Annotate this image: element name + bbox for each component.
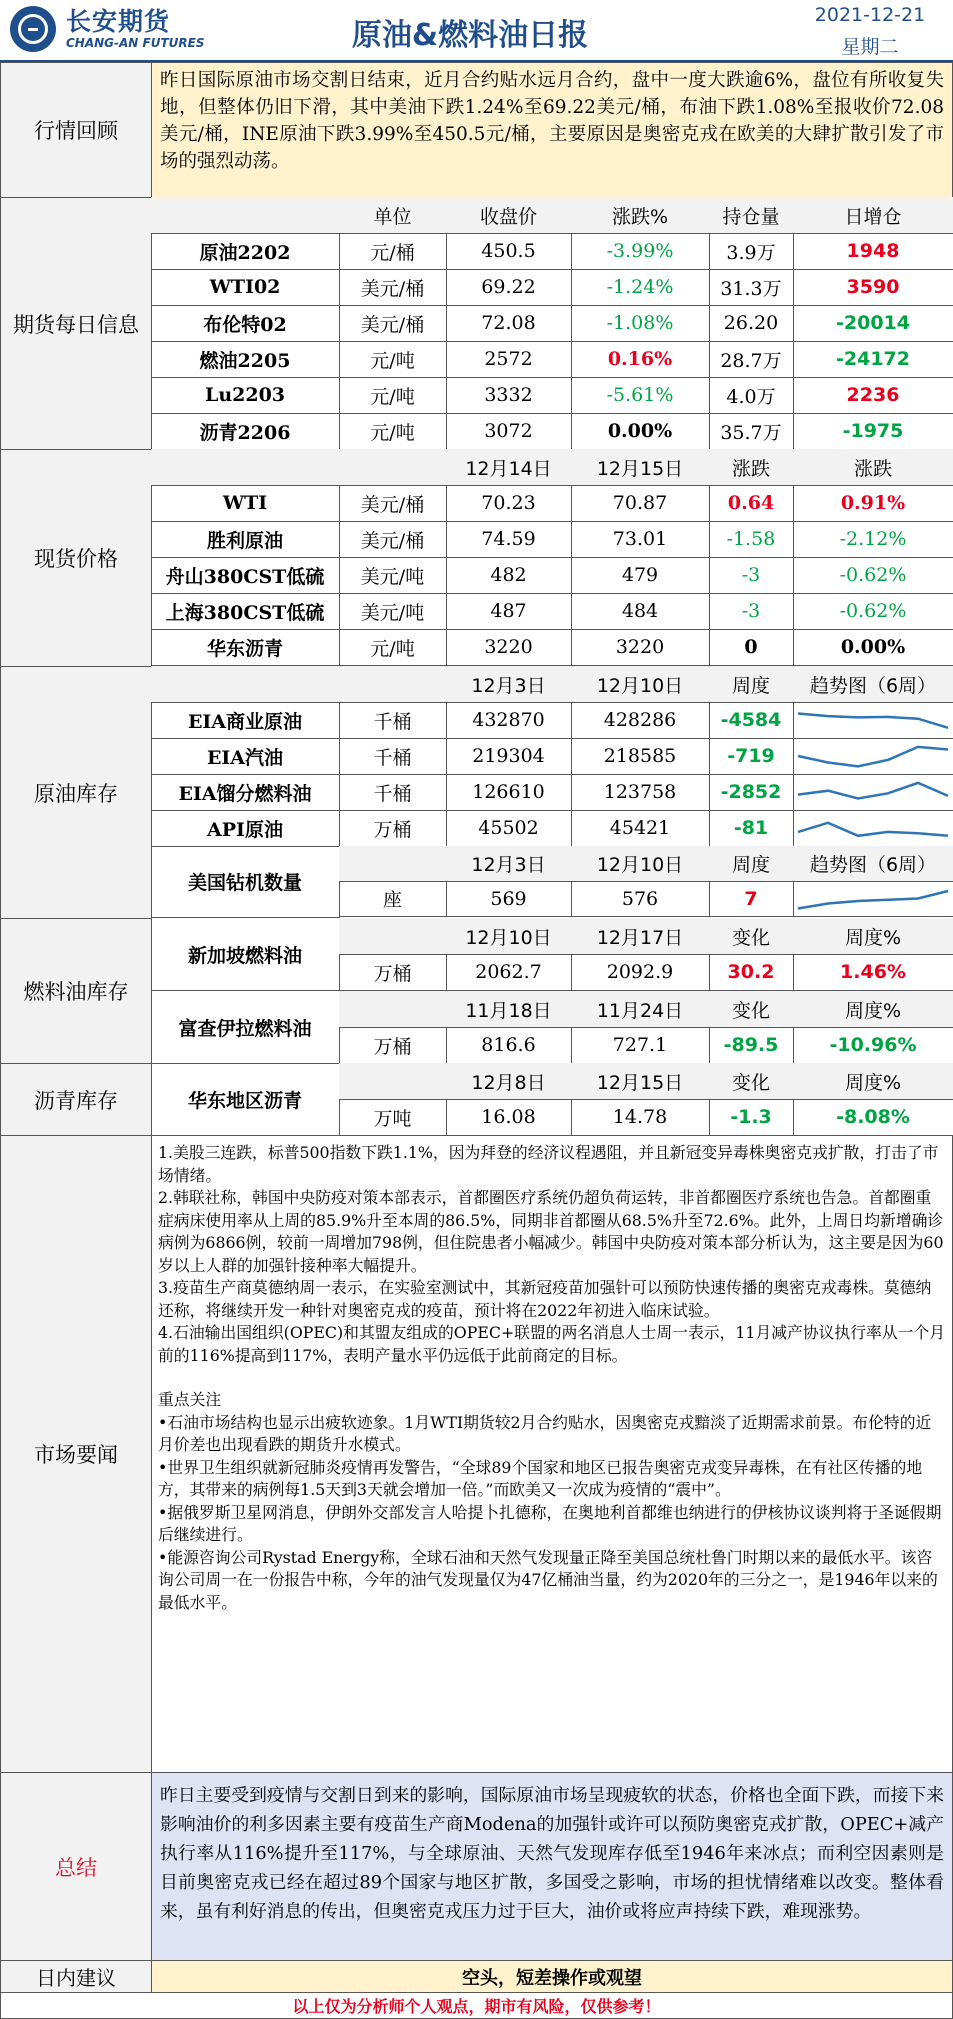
- disclaimer: 以上仅为分析师个人观点，期市有风险，仅供参考！: [0, 1992, 953, 2019]
- crude-row-name: API原油: [151, 810, 340, 847]
- spot-header-blank-unit: [339, 449, 447, 486]
- spot-header-blank: [151, 449, 340, 486]
- crude-row-name: EIA馏分燃料油: [151, 774, 340, 811]
- crude-header-0: 12月3日: [446, 666, 572, 703]
- spot-row-pct: -2.12%: [793, 521, 953, 558]
- crude-row-weekly: -81: [709, 810, 794, 847]
- crude-trend-sparkline: [794, 739, 952, 773]
- spot-row-name: 舟山380CST低硫: [151, 557, 340, 594]
- spot-header-0: 12月14日: [446, 449, 572, 486]
- asphalt-pct: -8.08%: [793, 1099, 953, 1136]
- crude-row-d1: 45502: [446, 810, 572, 847]
- futures-row-name: WTI02: [151, 269, 340, 306]
- futures-row-unit: 元/桶: [339, 233, 447, 270]
- crude-trend-sparkline-line: [798, 714, 948, 728]
- spot-header-1: 12月15日: [571, 449, 710, 486]
- market-review-text: 昨日国际原油市场交割日结束，近月合约贴水远月合约，盘中一度大跌逾6%，盘位有所收复失地，但整体仍旧下滑，其中美油下跌1.24%至69.22美元/桶，布油下跌1.08%至报收价72.08美元/桶，INE原油下跌3.99%至450.5元/桶，主要原因是奥密克戎在欧美的大肆扩散引发了市场的强烈动荡。: [151, 62, 953, 198]
- futures-row-daily: -20014: [793, 305, 953, 342]
- crude-row-d2: 123758: [571, 774, 710, 811]
- spot-row-unit: 美元/桶: [339, 521, 447, 558]
- crude-row-unit: 万桶: [339, 810, 447, 847]
- futures-header-0: 单位: [339, 197, 447, 234]
- section-label-market-review: 行情回顾: [0, 62, 152, 198]
- crude-row-d1: 219304: [446, 738, 572, 775]
- crude-header-blank-unit: [339, 666, 447, 703]
- focus-item: •世界卫生组织就新冠肺炎疫情再发警告，“全球89个国家和地区已报告奥密克戎变异毒株，在有社区传播的地方，其带来的病例每1.5天到3天就会增加一倍。”而欧美又一次成为疫情的“震中”。: [158, 1457, 923, 1499]
- fuel-fujairah-name: 富查伊拉燃料油: [151, 991, 340, 1064]
- futures-row-unit: 元/吨: [339, 341, 447, 378]
- crude-row-name: EIA汽油: [151, 738, 340, 775]
- fuel-singapore-header-2: 变化: [709, 918, 794, 955]
- fuel-fujairah-d2: 727.1: [571, 1027, 710, 1064]
- rig-header-1: 12月10日: [571, 846, 710, 882]
- rig-header-2: 周度: [709, 846, 794, 882]
- crude-row-unit: 千桶: [339, 702, 447, 739]
- asphalt-unit: 万吨: [339, 1099, 447, 1136]
- news-content: [151, 1135, 953, 1773]
- futures-row-close: 450.5: [446, 233, 572, 270]
- futures-row-change: -1.08%: [571, 305, 710, 342]
- fuel-singapore-header-0: 12月10日: [446, 918, 572, 955]
- rig-d2: 576: [571, 881, 710, 917]
- futures-row-oi: 28.7万: [709, 341, 794, 378]
- spot-header-2: 涨跌: [709, 449, 794, 486]
- futures-row-name: 燃油2205: [151, 341, 340, 378]
- crude-trend-sparkline-line: [798, 823, 948, 836]
- section-label-news: 市场要闻: [0, 1135, 152, 1773]
- fuel-singapore-unit: 万桶: [339, 954, 447, 991]
- futures-row-change: -5.61%: [571, 377, 710, 414]
- fuel-singapore-change: 30.2: [709, 954, 794, 991]
- futures-row-oi: 3.9万: [709, 233, 794, 270]
- fuel-fujairah-header-2: 变化: [709, 991, 794, 1028]
- asphalt-header-1: 12月15日: [571, 1063, 710, 1100]
- summary-text: 昨日主要受到疫情与交割日到来的影响，国际原油市场呈现疲软的状态，价格也全面下跌，而接下来影响油价的利多因素主要有疫苗生产商Modena的加强针或许可以预防奥密克戎扩散，OPEC+减产执行率从116%提升至117%，与全球原油、天然气发现库存低至1946年来冰点；而利空因素则是目前奥密克戎已经在超过89个国家与地区扩散，多国受之影响，市场的担忧情绪难以改变。整体看来，虽有利好消息的传出，但奥密克戎压力过于巨大，油价或将应声持续下跌，难现涨势。: [151, 1772, 953, 1961]
- crude-header-blank: [151, 666, 340, 703]
- crude-row-d1: 432870: [446, 702, 572, 739]
- futures-row-name: 原油2202: [151, 233, 340, 270]
- report-weekday: 星期二: [841, 36, 899, 58]
- rig-trend-sparkline: [794, 882, 952, 915]
- spot-row-name: 华东沥青: [151, 629, 340, 666]
- crude-row-name: EIA商业原油: [151, 702, 340, 739]
- focus-item: •石油市场结构也显示出疲软迹象。1月WTI期货较2月合约贴水，因奥密克戎黯淡了近期需求前景。布伦特的近月价差也出现看跌的期货升水模式。: [158, 1412, 932, 1454]
- futures-row-daily: 3590: [793, 269, 953, 306]
- crude-trend-sparkline: [794, 703, 952, 737]
- futures-row-oi: 4.0万: [709, 377, 794, 414]
- asphalt-name: 华东地区沥青: [151, 1063, 340, 1136]
- section-label-asphalt-inventory: 沥青库存: [0, 1063, 152, 1136]
- futures-row-unit: 美元/桶: [339, 305, 447, 342]
- crude-row-d1: 126610: [446, 774, 572, 811]
- focus-title: 重点关注: [158, 1390, 222, 1409]
- section-label-spot: 现货价格: [0, 449, 152, 667]
- spot-row-pct: 0.91%: [793, 485, 953, 522]
- rig-header-0: 12月3日: [446, 846, 572, 882]
- spot-row-chg: -3: [709, 557, 794, 594]
- news-item: 2.韩联社称，韩国中央防疫对策本部表示，首都圈医疗系统仍超负荷运转，非首都圈医疗系统也告急。首都圈重症病床使用率从上周的85.9%升至本周的86.5%，同期非首都圈从68.5%升至72.6%。此外，上周日均新增确诊病例为6866例，较前一周增加798例，但住院患者小幅减少。韩国中央防疫对策本部分析认为，这主要是因为60岁以上人群的加强针接种率大幅提升。: [158, 1188, 944, 1275]
- company-name-cn: 长安期货: [66, 7, 171, 36]
- spot-row-d1: 70.23: [446, 485, 572, 522]
- asphalt-d2: 14.78: [571, 1099, 710, 1136]
- fuel-singapore-header-1: 12月17日: [571, 918, 710, 955]
- fuel-singapore-header-3: 周度%: [793, 918, 953, 955]
- crude-row-weekly: -719: [709, 738, 794, 775]
- spot-row-chg: 0.64: [709, 485, 794, 522]
- spot-row-d2: 70.87: [571, 485, 710, 522]
- rig-weekly: 7: [709, 881, 794, 917]
- spot-row-d2: 484: [571, 593, 710, 630]
- spot-row-d1: 482: [446, 557, 572, 594]
- crude-trend-sparkline: [794, 775, 952, 809]
- futures-row-daily: -24172: [793, 341, 953, 378]
- spot-row-chg: 0: [709, 629, 794, 666]
- spot-row-d1: 487: [446, 593, 572, 630]
- spot-row-pct: -0.62%: [793, 557, 953, 594]
- futures-header-blank: [151, 197, 340, 234]
- report-header: [0, 0, 953, 62]
- spot-row-d1: 3220: [446, 629, 572, 666]
- fuel-fujairah-pct: -10.96%: [793, 1027, 953, 1064]
- crude-trend-sparkline-line: [798, 783, 948, 799]
- futures-header-2: 涨跌%: [571, 197, 710, 234]
- crude-trend-sparkline-line: [798, 747, 948, 767]
- fuel-singapore-d1: 2062.7: [446, 954, 572, 991]
- futures-row-unit: 元/吨: [339, 413, 447, 450]
- futures-row-change: 0.16%: [571, 341, 710, 378]
- futures-row-close: 72.08: [446, 305, 572, 342]
- futures-row-daily: -1975: [793, 413, 953, 450]
- crude-row-unit: 千桶: [339, 738, 447, 775]
- futures-row-name: 沥青2206: [151, 413, 340, 450]
- futures-header-1: 收盘价: [446, 197, 572, 234]
- fuel-fujairah-header-0: 11月18日: [446, 991, 572, 1028]
- crude-row-unit: 千桶: [339, 774, 447, 811]
- crude-row-d2: 218585: [571, 738, 710, 775]
- crude-trend-sparkline: [794, 811, 952, 845]
- spot-row-d1: 74.59: [446, 521, 572, 558]
- futures-row-unit: 元/吨: [339, 377, 447, 414]
- news-item: 3.疫苗生产商莫德纳周一表示，在实验室测试中，其新冠疫苗加强针可以预防快速传播的奥密克戎毒株。莫德纳还称，将继续开发一种针对奥密克戎的疫苗，预计将在2022年初进入临床试验。: [158, 1278, 932, 1320]
- news-item: 4.石油输出国组织(OPEC)和其盟友组成的OPEC+联盟的两名消息人士周一表示，11月减产协议执行率从一个月前的116%提高到117%，表明产量水平仍远低于此前商定的目标。: [158, 1323, 946, 1365]
- futures-row-daily: 2236: [793, 377, 953, 414]
- futures-row-close: 3332: [446, 377, 572, 414]
- rig-trend-sparkline-line: [798, 891, 948, 909]
- futures-header-3: 持仓量: [709, 197, 794, 234]
- spot-row-unit: 美元/吨: [339, 557, 447, 594]
- futures-header-4: 日增仓: [793, 197, 953, 234]
- rig-d1: 569: [446, 881, 572, 917]
- spot-row-unit: 美元/吨: [339, 593, 447, 630]
- futures-row-close: 3072: [446, 413, 572, 450]
- fuel-singapore-d2: 2092.9: [571, 954, 710, 991]
- spot-row-d2: 3220: [571, 629, 710, 666]
- fuel-singapore-pct: 1.46%: [793, 954, 953, 991]
- crude-row-weekly: -2852: [709, 774, 794, 811]
- fuel-fujairah-header-3: 周度%: [793, 991, 953, 1028]
- crude-header-1: 12月10日: [571, 666, 710, 703]
- spot-row-name: 上海380CST低硫: [151, 593, 340, 630]
- fuel-singapore-name: 新加坡燃料油: [151, 918, 340, 991]
- report-date: 2021-12-21: [814, 4, 926, 26]
- rig-count-name: 美国钻机数量: [151, 846, 340, 918]
- rig-header-blank: [339, 846, 447, 882]
- section-label-crude-inventory: 原油库存: [0, 666, 152, 919]
- crude-header-3: 趋势图（6周）: [793, 666, 953, 703]
- crude-row-d2: 45421: [571, 810, 710, 847]
- fuel-singapore-header-blank: [339, 918, 447, 955]
- futures-row-unit: 美元/桶: [339, 269, 447, 306]
- futures-row-close: 69.22: [446, 269, 572, 306]
- asphalt-change: -1.3: [709, 1099, 794, 1136]
- futures-row-name: Lu2203: [151, 377, 340, 414]
- section-label-summary: 总结: [0, 1772, 152, 1961]
- news-item: 1.美股三连跌，标普500指数下跌1.1%，因为拜登的经济议程遇阻，并且新冠变异毒株奥密克戎扩散，打击了市场情绪。: [158, 1143, 939, 1185]
- chang-an-logo-icon: [10, 6, 56, 52]
- focus-item: •能源咨询公司Rystad Energy称，全球石油和天然气发现量正降至美国总统杜鲁门时期以来的最低水平。该咨询公司周一在一份报告中称，今年的油气发现量仅为47亿桶油当量，约为2020年的三分之一，是1946年以来的最低水平。: [158, 1547, 938, 1612]
- futures-row-daily: 1948: [793, 233, 953, 270]
- futures-row-close: 2572: [446, 341, 572, 378]
- fuel-fujairah-d1: 816.6: [446, 1027, 572, 1064]
- asphalt-header-0: 12月8日: [446, 1063, 572, 1100]
- focus-item: •据俄罗斯卫星网消息，伊朗外交部发言人哈提卜扎德称，在奥地利首都维也纳进行的伊核协议谈判将于圣诞假期后继续进行。: [158, 1502, 942, 1544]
- asphalt-header-blank: [339, 1063, 447, 1100]
- spot-row-pct: -0.62%: [793, 593, 953, 630]
- section-label-futures: 期货每日信息: [0, 197, 152, 450]
- fuel-fujairah-header-1: 11月24日: [571, 991, 710, 1028]
- asphalt-d1: 16.08: [446, 1099, 572, 1136]
- crude-row-d2: 428286: [571, 702, 710, 739]
- fuel-fujairah-unit: 万桶: [339, 1027, 447, 1064]
- spot-row-name: WTI: [151, 485, 340, 522]
- report-title: 原油&燃料油日报: [351, 18, 589, 53]
- spot-row-chg: -1.58: [709, 521, 794, 558]
- fuel-fujairah-change: -89.5: [709, 1027, 794, 1064]
- advice-text: 空头，短差操作或观望: [151, 1960, 953, 1993]
- section-label-advice: 日内建议: [0, 1960, 152, 1993]
- asphalt-header-2: 变化: [709, 1063, 794, 1100]
- spot-header-3: 涨跌: [793, 449, 953, 486]
- futures-row-change: -3.99%: [571, 233, 710, 270]
- futures-row-name: 布伦特02: [151, 305, 340, 342]
- spot-row-unit: 元/吨: [339, 629, 447, 666]
- rig-unit: 座: [339, 881, 447, 917]
- rig-header-3: 趋势图（6周）: [793, 846, 953, 882]
- spot-row-d2: 479: [571, 557, 710, 594]
- spot-row-pct: 0.00%: [793, 629, 953, 666]
- crude-header-2: 周度: [709, 666, 794, 703]
- spot-row-name: 胜利原油: [151, 521, 340, 558]
- futures-row-oi: 35.7万: [709, 413, 794, 450]
- spot-row-d2: 73.01: [571, 521, 710, 558]
- section-label-fuel-inventory: 燃料油库存: [0, 918, 152, 1064]
- futures-row-change: 0.00%: [571, 413, 710, 450]
- futures-row-change: -1.24%: [571, 269, 710, 306]
- futures-row-oi: 26.20: [709, 305, 794, 342]
- asphalt-header-3: 周度%: [793, 1063, 953, 1100]
- company-name-en: CHANG-AN FUTURES: [66, 36, 205, 50]
- futures-row-oi: 31.3万: [709, 269, 794, 306]
- spot-row-unit: 美元/桶: [339, 485, 447, 522]
- spot-row-chg: -3: [709, 593, 794, 630]
- crude-row-weekly: -4584: [709, 702, 794, 739]
- fuel-fujairah-header-blank: [339, 991, 447, 1028]
